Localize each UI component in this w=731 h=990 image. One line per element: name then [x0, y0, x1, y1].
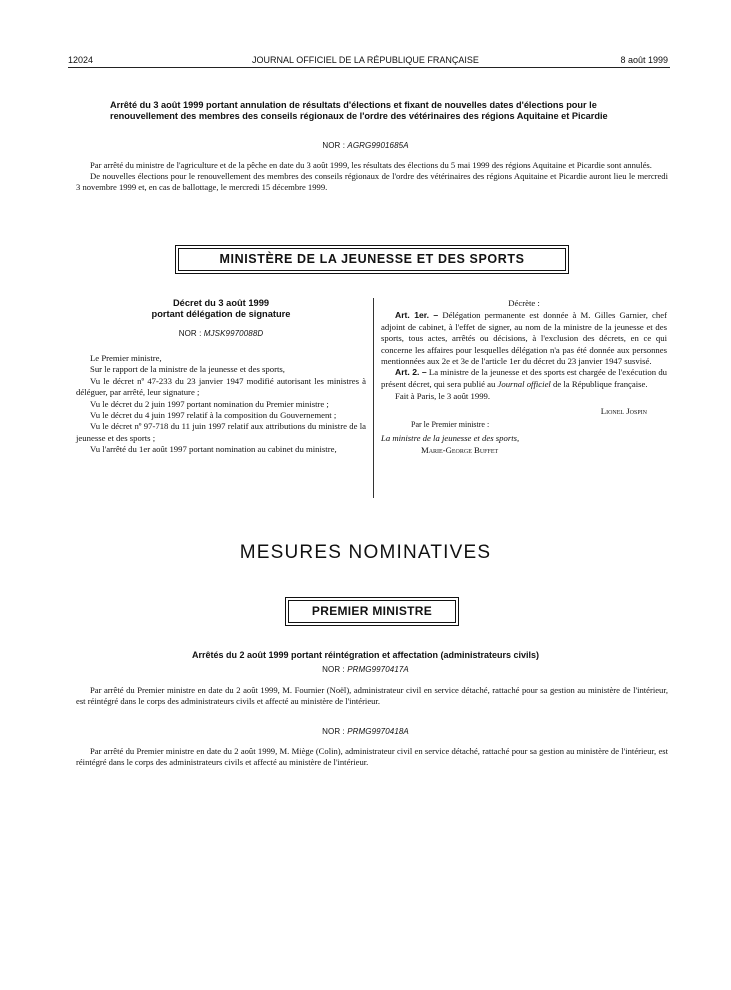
column-divider [373, 298, 374, 498]
decret-title-line2: portant délégation de signature [151, 308, 291, 319]
paragraph: Par arrêté du Premier ministre en date du 2 août 1999, M. Fournier (Noël), administrateur civil en service détaché, rattaché pour sa gestion au ministère de l'intérieur, est réintégré dans le corps des administrateurs civils et affecté au ministère de l'intérieur. [76, 685, 668, 707]
article-2-text-end: de la République française. [553, 378, 648, 389]
decret-title [76, 298, 366, 319]
decret-title-line1: Décret du 3 août 1999 [172, 298, 270, 308]
premier-ministre-box [285, 597, 459, 626]
nor-code: AGRG9901685A [347, 141, 409, 150]
paragraph: Par arrêté du ministre de l'agriculture et de la pêche en date du 3 août 1999, les résultats des élections du 5 mai 1999 des régions Aquitaine et Picardie sont annulés. [90, 160, 652, 170]
decret-visas [76, 353, 366, 456]
ministere-heading: MINISTÈRE DE LA JEUNESSE ET DES SPORTS [178, 248, 566, 271]
nor-label: NOR : [322, 665, 345, 674]
visa-paragraph: Vu le décret nº 47-233 du 23 janvier 1947 modifié autorisant les ministres à déléguer, par arrêté, leur signature ; [76, 375, 366, 398]
header-rule [68, 67, 670, 68]
nor-label: NOR : [178, 329, 202, 338]
paragraph: De nouvelles élections pour le renouvellement des membres des conseils régionaux de l'ordre des vétérinaires des régions Aquitaine et Picardie auront lieu le mercredi 3 novembre 1999 et, en cas de ballottage, le mercredi 15 décembre 1999. [76, 171, 668, 193]
signatory-name: Lionel Jospin [600, 405, 647, 416]
nor-reference [0, 141, 731, 150]
fait-a-paris: Fait à Paris, le 3 août 1999. [395, 391, 491, 402]
article-2-label: Art. 2. – [395, 367, 427, 378]
mesures-nominatives-heading: MESURES NOMINATIVES [239, 542, 492, 563]
premier-ministre-heading: PREMIER MINISTRE [288, 600, 456, 623]
decret-nor [76, 329, 366, 338]
ministre-name: Marie-George Buffet [421, 444, 499, 455]
arrete-veterinaires-title: Arrêté du 3 août 1999 portant annulation de résultats d'élections et fixant de nouvelles dates d'élections pour le renouvellement des membres des conseils régionaux de l'ordre des vétérinaires des régions Aquitaine et Picardie [110, 100, 608, 121]
nor-code: PRMG9970417A [347, 665, 409, 674]
ministre-title: La ministre de la jeunesse et des sports, [381, 433, 520, 444]
visa-paragraph: Vu le décret du 4 juin 1997 relatif à la composition du Gouvernement ; [90, 410, 337, 421]
nor-code: PRMG9970418A [347, 727, 409, 736]
nor-code: MJSK9970088D [203, 329, 264, 338]
visa-paragraph: Vu le décret du 2 juin 1997 portant nomination du Premier ministre ; [90, 398, 329, 409]
article-1-text: Délégation permanente est donnée à M. Gilles Garnier, chef adjoint de cabinet, à l'effet de signer, au nom de la ministre de la jeunesse et des sports, tous actes, arrêtés ou décisions, à l'exclusion des décrets, en ce qui concerne les affaires pour lesquelles délégation n'a pas été donnée aux personnes mentionnées aux 2e et 3e de l'article 1er du décret du 23 janvier 1947 susvisé. [381, 310, 668, 367]
entry-2-nor [0, 727, 731, 736]
article-2-text: La ministre de la jeunesse et des sports est chargée de l'exécution du présent décret, qui sera publié au [381, 367, 668, 389]
nor-label: NOR : [322, 727, 345, 736]
paragraph: Par arrêté du Premier ministre en date du 2 août 1999, M. Miège (Colin), administrateur civil en service détaché, rattaché pour sa gestion au ministère de l'intérieur, est réintégré dans le corps des administrateurs civils et affecté au ministère de l'intérieur. [76, 746, 668, 768]
page-number: 12024 [68, 55, 94, 65]
journal-title: JOURNAL OFFICIEL DE LA RÉPUBLIQUE FRANÇAISE [252, 55, 479, 65]
visa-paragraph: Sur le rapport de la ministre de la jeunesse et des sports, [90, 364, 285, 375]
arretes-title: Arrêtés du 2 août 1999 portant réintégration et affectation (administrateurs civils) [191, 650, 540, 660]
article-1-label: Art. 1er. – [395, 310, 439, 321]
journal-officiel-ref: Journal officiel [497, 378, 551, 389]
entry-1-nor [0, 665, 731, 674]
entry-2-body [76, 746, 668, 768]
visa-paragraph: Vu l'arrêté du 1er août 1997 portant nomination au cabinet du ministre, [90, 444, 337, 455]
visa-paragraph: Vu le décret nº 97-718 du 11 juin 1997 relatif aux attributions du ministre de la jeunesse et des sports ; [76, 421, 366, 443]
decret-articles [381, 298, 667, 456]
decrete-label: Décrète : [508, 298, 540, 308]
entry-1-body [76, 685, 668, 707]
nor-label: NOR : [322, 141, 346, 150]
publication-date: 8 août 1999 [620, 55, 668, 65]
ministere-heading-box [175, 245, 569, 274]
par-premier-ministre: Par le Premier ministre : [411, 420, 490, 430]
arrete-veterinaires-body [76, 160, 668, 194]
visa-paragraph: Le Premier ministre, [90, 353, 162, 363]
